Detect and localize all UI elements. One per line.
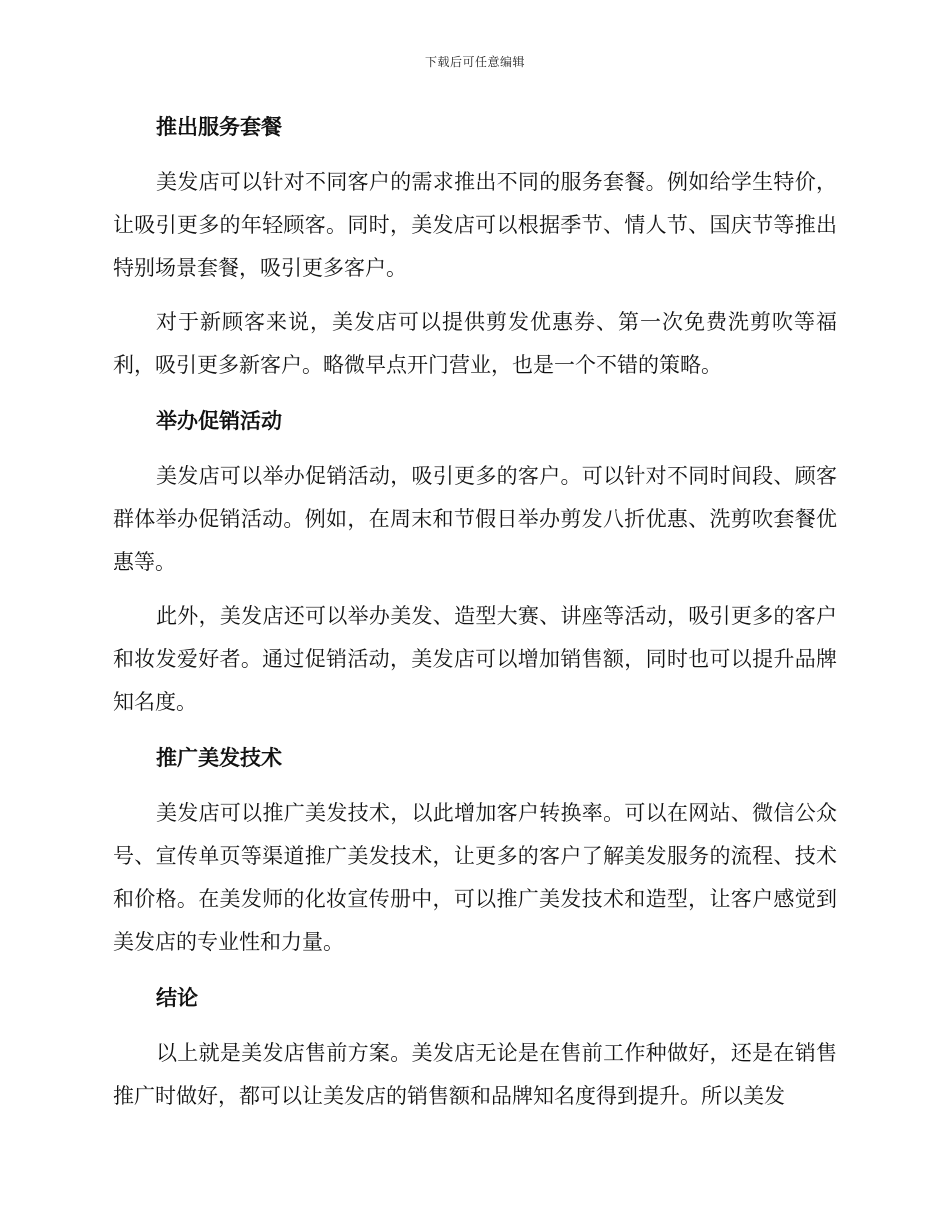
section-heading-techniques: 推广美发技术: [156, 746, 282, 770]
document-body: [113, 106, 837, 1118]
paragraph: 此外，美发店还可以举办美发、造型大赛、讲座等活动，吸引更多的客户和妆发爱好者。通过促销活动，美发店可以增加销售额，同时也可以提升品牌知名度。: [113, 604, 837, 714]
paragraph: 以上就是美发店售前方案。美发店无论是在售前工作种做好，还是在销售推广时做好，都可以让美发店的销售额和品牌知名度得到提升。所以美发: [113, 1041, 837, 1108]
paragraph: 美发店可以针对不同客户的需求推出不同的服务套餐。例如给学生特价，让吸引更多的年轻顾客。同时，美发店可以根据季节、情人节、国庆节等推出特别场景套餐，吸引更多客户。: [113, 170, 837, 280]
section-heading-conclusion: 结论: [156, 986, 198, 1010]
paragraph: 对于新顾客来说，美发店可以提供剪发优惠券、第一次免费洗剪吹等福利，吸引更多新客户。略微早点开门营业，也是一个不错的策略。: [113, 310, 837, 377]
paragraph: 美发店可以推广美发技术，以此增加客户转换率。可以在网站、微信公众号、宣传单页等渠道推广美发技术，让更多的客户了解美发服务的流程、技术和价格。在美发师的化妆宣传册中，可以推广美发技术和造型，让客户感觉到美发店的专业性和力量。: [113, 801, 837, 954]
paragraph: 美发店可以举办促销活动，吸引更多的客户。可以针对不同时间段、顾客群体举办促销活动。例如，在周末和节假日举办剪发八折优惠、洗剪吹套餐优惠等。: [113, 464, 837, 574]
section-heading-packages: 推出服务套餐: [156, 115, 282, 139]
section-heading-promotions: 举办促销活动: [156, 409, 282, 433]
page-header: 下载后可任意编辑: [424, 55, 525, 69]
